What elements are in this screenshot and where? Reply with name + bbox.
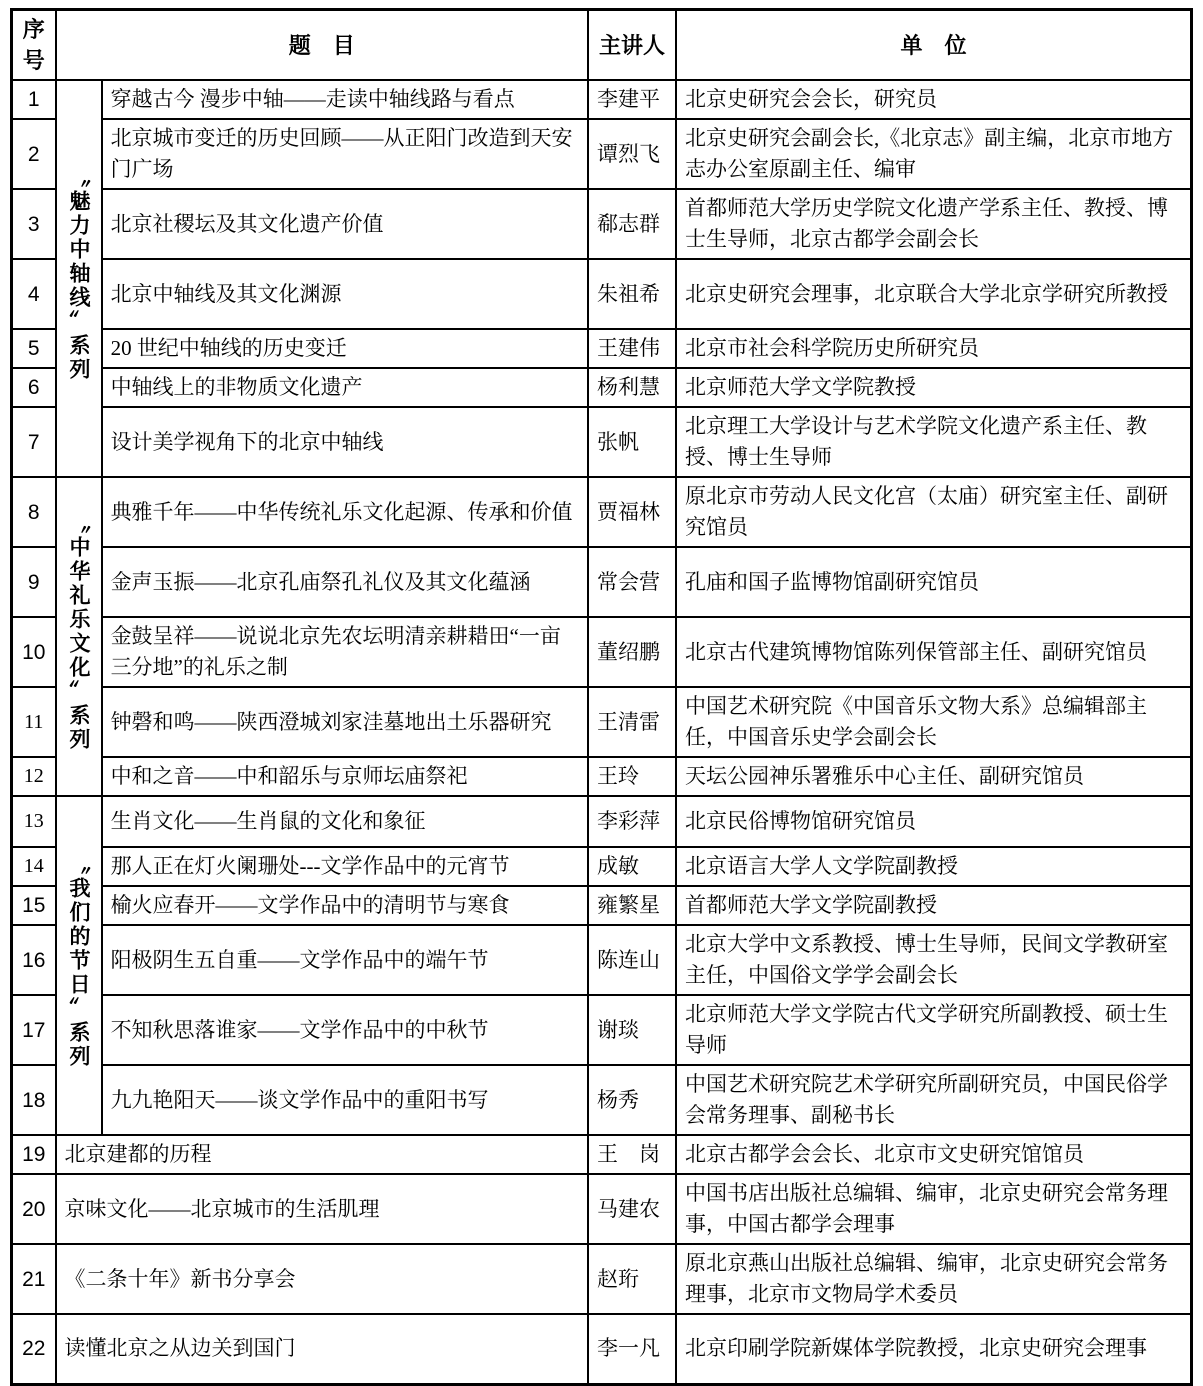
column-header-unit: 单 位 bbox=[676, 10, 1191, 81]
row-number: 9 bbox=[12, 547, 56, 617]
table-row bbox=[12, 80, 1192, 119]
speaker-unit: 北京师范大学文学院古代文学研究所副教授、硕士生导师 bbox=[676, 995, 1191, 1065]
speaker-name: 成敏 bbox=[588, 847, 676, 886]
speaker-name: 朱祖希 bbox=[588, 259, 676, 329]
speaker-unit: 中国艺术研究院《中国音乐文物大系》总编辑部主任，中国音乐史学会副会长 bbox=[676, 687, 1191, 757]
row-number: 17 bbox=[12, 995, 56, 1065]
speaker-unit: 中国书店出版社总编辑、编审，北京史研究会常务理事，中国古都学会理事 bbox=[676, 1174, 1191, 1244]
table-row bbox=[12, 995, 1192, 1065]
speaker-name: 贾福林 bbox=[588, 477, 676, 547]
speaker-name: 李建平 bbox=[588, 80, 676, 119]
lecture-title: 北京社稷坛及其文化遗产价值 bbox=[102, 189, 588, 259]
series-label: 〝我们的节日〟系列 bbox=[67, 853, 91, 1069]
speaker-unit: 孔庙和国子监博物馆副研究馆员 bbox=[676, 547, 1191, 617]
row-number: 8 bbox=[12, 477, 56, 547]
speaker-unit: 北京市社会科学院历史所研究员 bbox=[676, 329, 1191, 368]
speaker-unit: 北京史研究会理事，北京联合大学北京学研究所教授 bbox=[676, 259, 1191, 329]
row-number: 7 bbox=[12, 407, 56, 477]
speaker-unit: 天坛公园神乐署雅乐中心主任、副研究馆员 bbox=[676, 757, 1191, 796]
lecture-title: 阳极阴生五自重——文学作品中的端午节 bbox=[102, 925, 588, 995]
table-row bbox=[12, 847, 1192, 886]
speaker-unit: 原北京市劳动人民文化宫（太庙）研究室主任、副研究馆员 bbox=[676, 477, 1191, 547]
lecture-title: 中和之音——中和韶乐与京师坛庙祭祀 bbox=[102, 757, 588, 796]
lecture-title: 生肖文化——生肖鼠的文化和象征 bbox=[102, 796, 588, 847]
speaker-name: 王 岗 bbox=[588, 1135, 676, 1174]
speaker-unit: 北京史研究会会长，研究员 bbox=[676, 80, 1191, 119]
row-number: 6 bbox=[12, 368, 56, 407]
row-number: 21 bbox=[12, 1244, 56, 1314]
speaker-name: 杨秀 bbox=[588, 1065, 676, 1135]
table-row bbox=[12, 687, 1192, 757]
lecture-title: 榆火应春开——文学作品中的清明节与寒食 bbox=[102, 886, 588, 925]
lecture-title: 读懂北京之从边关到国门 bbox=[56, 1314, 588, 1384]
speaker-name: 李彩萍 bbox=[588, 796, 676, 847]
speaker-unit: 北京古代建筑博物馆陈列保管部主任、副研究馆员 bbox=[676, 617, 1191, 687]
column-header-speaker: 主讲人 bbox=[588, 10, 676, 81]
lecture-title: 北京建都的历程 bbox=[56, 1135, 588, 1174]
series-charm-central-axis bbox=[56, 80, 102, 477]
lecture-schedule-table bbox=[10, 8, 1193, 1386]
speaker-name: 王玲 bbox=[588, 757, 676, 796]
row-number: 13 bbox=[12, 796, 56, 847]
speaker-unit: 北京语言大学人文学院副教授 bbox=[676, 847, 1191, 886]
speaker-name: 常会营 bbox=[588, 547, 676, 617]
lecture-title: 九九艳阳天——谈文学作品中的重阳书写 bbox=[102, 1065, 588, 1135]
speaker-name: 李一凡 bbox=[588, 1314, 676, 1384]
table-row bbox=[12, 925, 1192, 995]
row-number: 2 bbox=[12, 119, 56, 189]
speaker-unit: 北京史研究会副会长,《北京志》副主编，北京市地方志办公室原副主任、编审 bbox=[676, 119, 1191, 189]
table-row bbox=[12, 796, 1192, 847]
row-number: 15 bbox=[12, 886, 56, 925]
speaker-name: 谢琰 bbox=[588, 995, 676, 1065]
speaker-unit: 北京古都学会会长、北京市文史研究馆馆员 bbox=[676, 1135, 1191, 1174]
table-row bbox=[12, 189, 1192, 259]
speaker-unit: 北京师范大学文学院教授 bbox=[676, 368, 1191, 407]
speaker-name: 张帆 bbox=[588, 407, 676, 477]
speaker-name: 王建伟 bbox=[588, 329, 676, 368]
table-row bbox=[12, 407, 1192, 477]
lecture-title: 北京中轴线及其文化渊源 bbox=[102, 259, 588, 329]
lecture-title: 金鼓呈祥——说说北京先农坛明清亲耕耤田“一亩三分地”的礼乐之制 bbox=[102, 617, 588, 687]
lecture-title: 20 世纪中轴线的历史变迁 bbox=[102, 329, 588, 368]
column-header-title: 题 目 bbox=[56, 10, 588, 81]
lecture-title: 穿越古今 漫步中轴——走读中轴线路与看点 bbox=[102, 80, 588, 119]
speaker-unit: 北京理工大学设计与艺术学院文化遗产系主任、教授、博士生导师 bbox=[676, 407, 1191, 477]
table-row bbox=[12, 886, 1192, 925]
series-label: 〝中华礼乐文化〟系列 bbox=[67, 512, 91, 752]
table-row bbox=[12, 368, 1192, 407]
row-number: 12 bbox=[12, 757, 56, 796]
speaker-name: 王清雷 bbox=[588, 687, 676, 757]
row-number: 10 bbox=[12, 617, 56, 687]
speaker-name: 谭烈飞 bbox=[588, 119, 676, 189]
row-number: 16 bbox=[12, 925, 56, 995]
speaker-unit: 首都师范大学历史学院文化遗产学系主任、教授、博士生导师，北京古都学会副会长 bbox=[676, 189, 1191, 259]
table-row bbox=[12, 1135, 1192, 1174]
row-number: 22 bbox=[12, 1314, 56, 1384]
speaker-name: 马建农 bbox=[588, 1174, 676, 1244]
column-header-number: 序号 bbox=[12, 10, 56, 81]
row-number: 4 bbox=[12, 259, 56, 329]
speaker-unit: 首都师范大学文学院副教授 bbox=[676, 886, 1191, 925]
table-row bbox=[12, 1314, 1192, 1384]
row-number: 3 bbox=[12, 189, 56, 259]
row-number: 19 bbox=[12, 1135, 56, 1174]
speaker-unit: 北京印刷学院新媒体学院教授，北京史研究会理事 bbox=[676, 1314, 1191, 1384]
table-row bbox=[12, 259, 1192, 329]
row-number: 20 bbox=[12, 1174, 56, 1244]
table-row bbox=[12, 617, 1192, 687]
lecture-title: 京味文化——北京城市的生活肌理 bbox=[56, 1174, 588, 1244]
speaker-unit: 中国艺术研究院艺术学研究所副研究员，中国民俗学会常务理事、副秘书长 bbox=[676, 1065, 1191, 1135]
speaker-name: 董绍鹏 bbox=[588, 617, 676, 687]
lecture-title: 那人正在灯火阑珊处---文学作品中的元宵节 bbox=[102, 847, 588, 886]
lecture-title: 典雅千年——中华传统礼乐文化起源、传承和价值 bbox=[102, 477, 588, 547]
table-row bbox=[12, 547, 1192, 617]
row-number: 5 bbox=[12, 329, 56, 368]
table-row bbox=[12, 477, 1192, 547]
row-number: 11 bbox=[12, 687, 56, 757]
speaker-unit: 原北京燕山出版社总编辑、编审，北京史研究会常务理事，北京市文物局学术委员 bbox=[676, 1244, 1191, 1314]
header-row bbox=[12, 10, 1192, 81]
speaker-unit: 北京民俗博物馆研究馆员 bbox=[676, 796, 1191, 847]
speaker-name: 杨利慧 bbox=[588, 368, 676, 407]
lecture-title: 《二条十年》新书分享会 bbox=[56, 1244, 588, 1314]
lecture-title: 北京城市变迁的历史回顾——从正阳门改造到天安门广场 bbox=[102, 119, 588, 189]
table-row bbox=[12, 1174, 1192, 1244]
table-row bbox=[12, 1244, 1192, 1314]
table-row bbox=[12, 329, 1192, 368]
lecture-title: 不知秋思落谁家——文学作品中的中秋节 bbox=[102, 995, 588, 1065]
lecture-title: 中轴线上的非物质文化遗产 bbox=[102, 368, 588, 407]
speaker-name: 雍繁星 bbox=[588, 886, 676, 925]
row-number: 14 bbox=[12, 847, 56, 886]
speaker-name: 郗志群 bbox=[588, 189, 676, 259]
row-number: 1 bbox=[12, 80, 56, 119]
speaker-unit: 北京大学中文系教授、博士生导师，民间文学教研室主任，中国俗文学学会副会长 bbox=[676, 925, 1191, 995]
lecture-title: 钟磬和鸣——陕西澄城刘家洼墓地出土乐器研究 bbox=[102, 687, 588, 757]
series-our-festivals bbox=[56, 796, 102, 1135]
table-row bbox=[12, 119, 1192, 189]
lecture-title: 金声玉振——北京孔庙祭孔礼仪及其文化蕴涵 bbox=[102, 547, 588, 617]
row-number: 18 bbox=[12, 1065, 56, 1135]
speaker-name: 陈连山 bbox=[588, 925, 676, 995]
series-chinese-ritual-music bbox=[56, 477, 102, 796]
table-row bbox=[12, 757, 1192, 796]
series-label: 〝魅力中轴线〟系列 bbox=[67, 166, 91, 382]
table-row bbox=[12, 1065, 1192, 1135]
lecture-title: 设计美学视角下的北京中轴线 bbox=[102, 407, 588, 477]
speaker-name: 赵珩 bbox=[588, 1244, 676, 1314]
